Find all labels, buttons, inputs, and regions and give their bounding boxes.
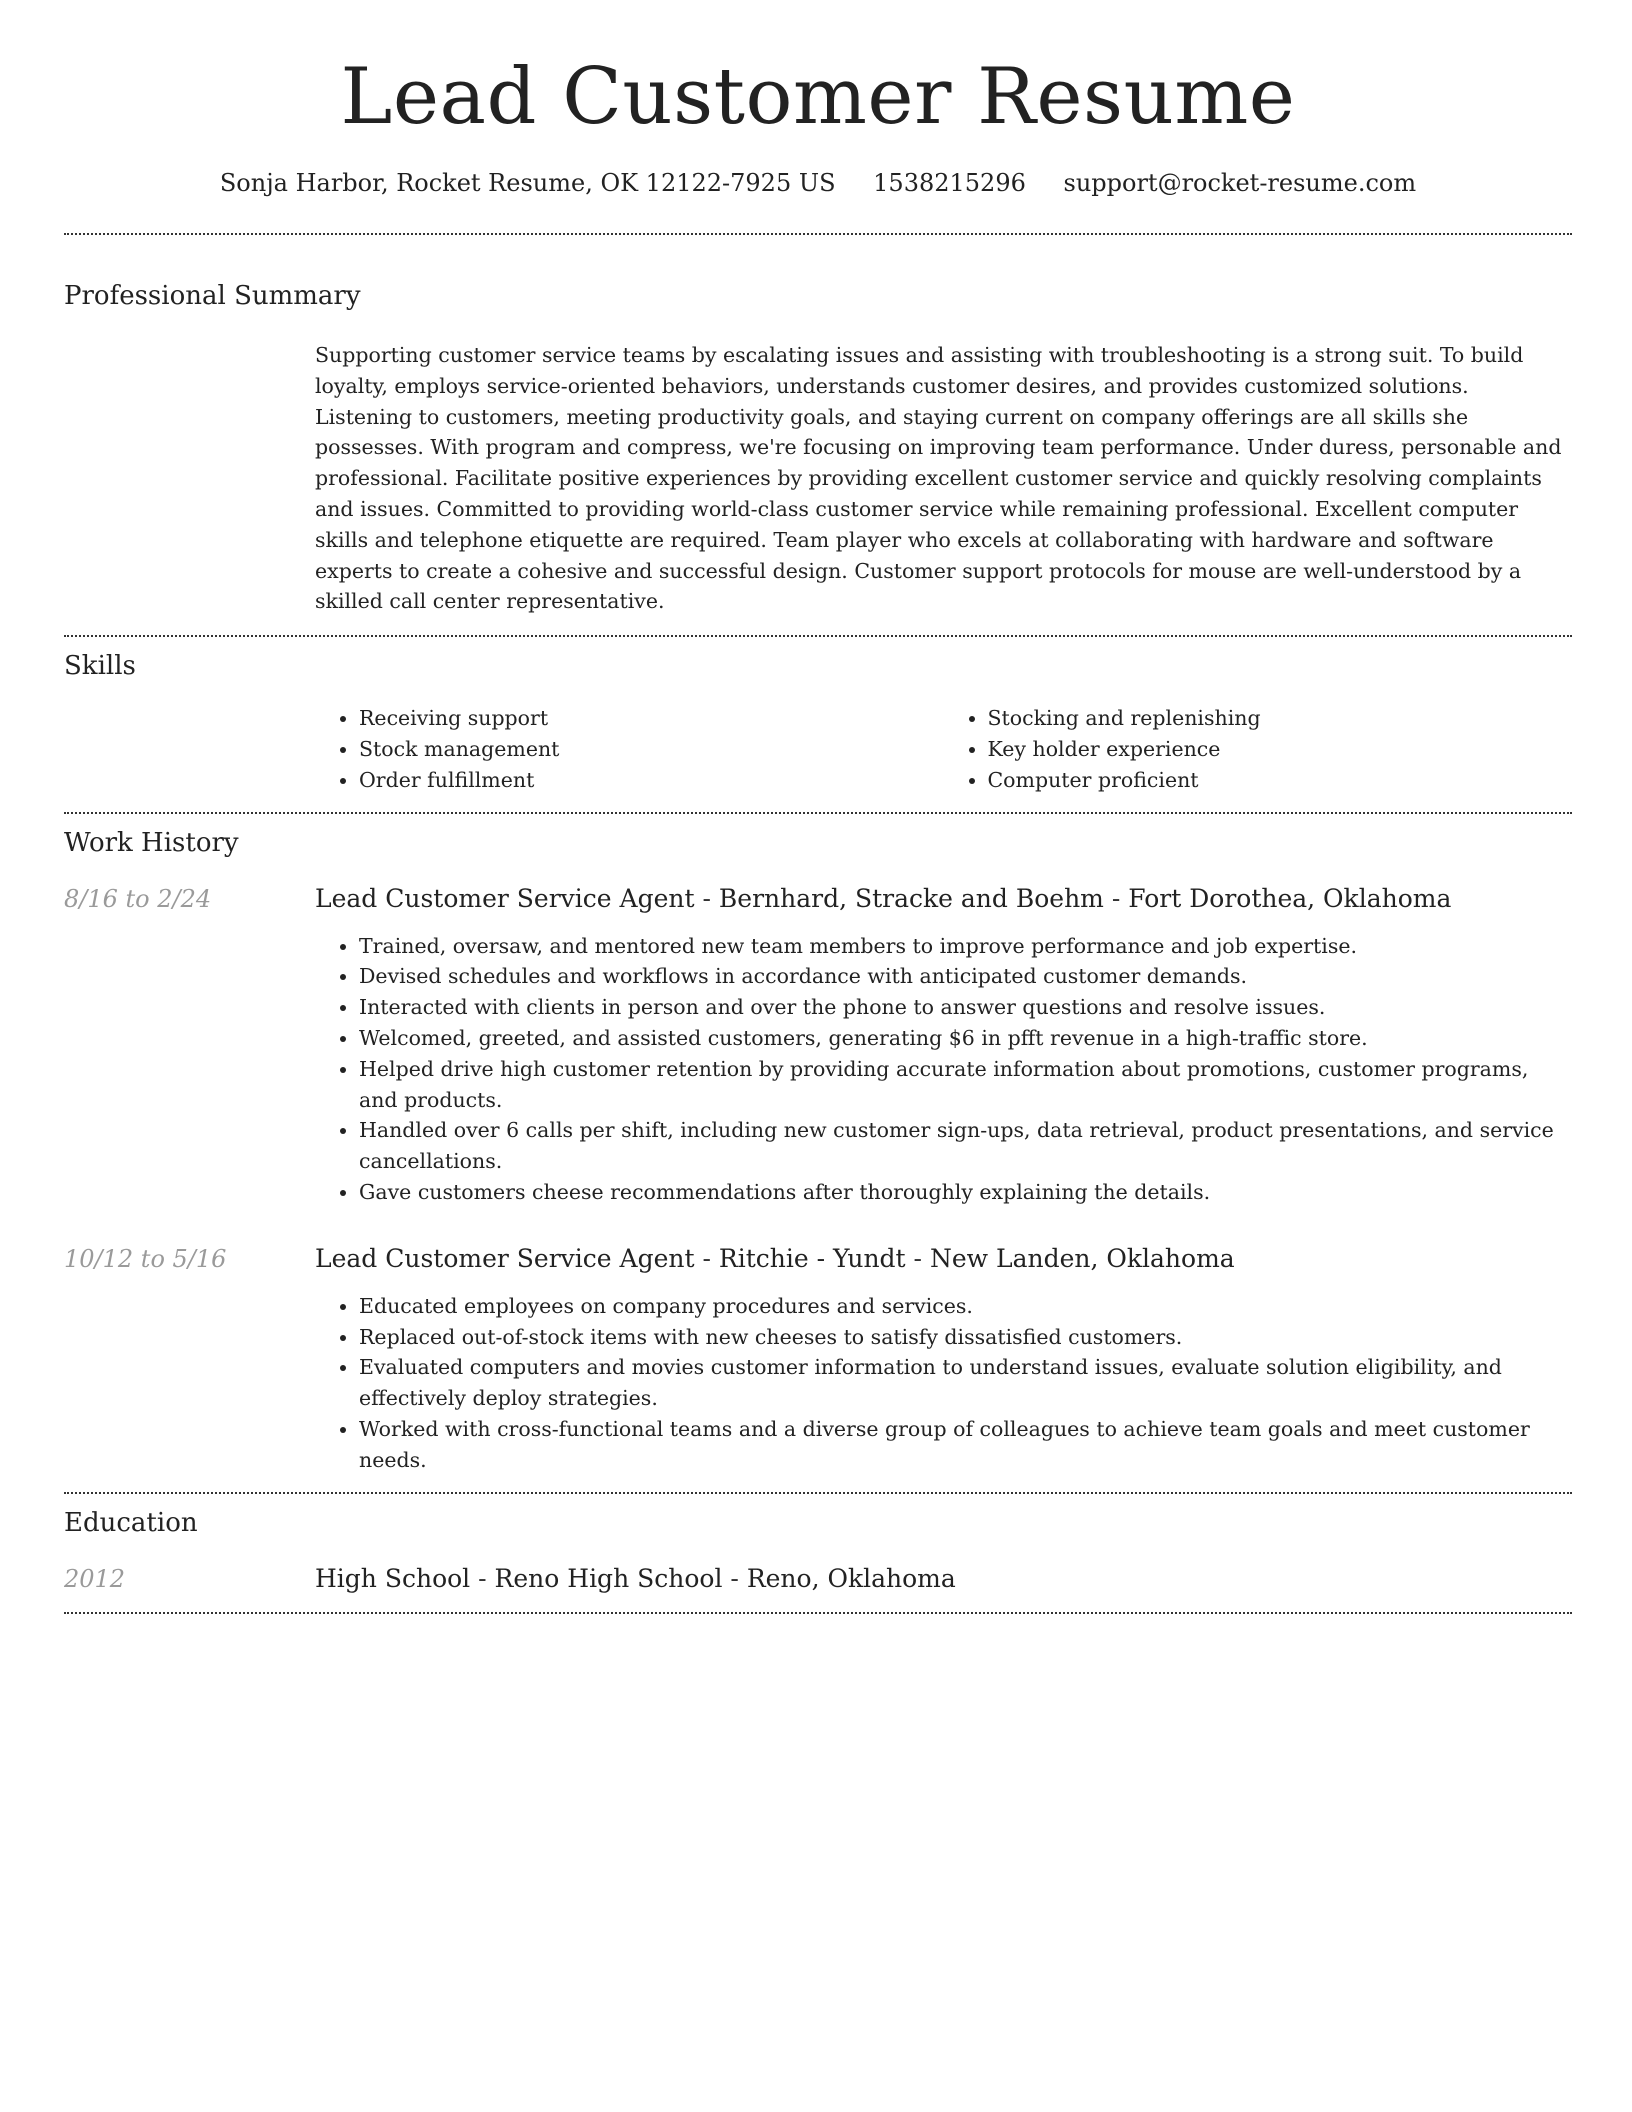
separator: - [702,1243,711,1273]
job-bullet: • Gave customers cheese recommendations after thoroughly explaining the details. [359,1177,1572,1208]
divider [64,233,1572,235]
job-company: Ritchie - Yundt [718,1243,906,1273]
job-bullet: • Worked with cross-functional teams and a diverse group of colleagues to achieve team goals and meet customer needs. [359,1414,1572,1476]
education-year: 2012 [64,1564,126,1593]
address: Sonja Harbor, Rocket Resume, OK 12122-7925 US [219,169,836,197]
education-heading [315,1564,1572,1594]
skill-item: • Key holder experience [988,734,1573,765]
job-heading [315,1244,1572,1274]
job-company: Bernhard, Stracke and Boehm [718,883,1104,913]
skill-item: • Receiving support [359,703,944,734]
job-bullet: • Evaluated computers and movies customer information to understand issues, evaluate solution eligibility, and effectively deploy strategies. [359,1352,1572,1414]
separator: - [730,1563,739,1593]
skills-row [64,703,1572,795]
education-degree: High School [315,1563,471,1593]
separator: - [702,883,711,913]
divider [64,1492,1572,1494]
summary-row [64,340,1572,617]
section-title-skills: Skills [64,651,136,682]
summary-text: Supporting customer service teams by escalating issues and assisting with troubleshooting is a strong suit. To build loyalty, employs service-oriented behaviors, understands customer desires, and provides customized solutions. Listening to customers, meeting productivity goals, and staying current on company offerings are all skills she possesses. With program and compress, we're focusing on improving team performance. Under duress, personable and professional. Facilitate positive experiences by providing excellent customer service and quickly resolving complaints and issues. Committed to providing world-class customer service while remaining professional. Excellent computer skills and telephone etiquette are required. Team player who excels at collaborating with hardware and software experts to create a cohesive and successful design. Customer support protocols for mouse are well-understood by a skilled call center representative. [315,343,1562,614]
job-bullet: • Interacted with clients in person and over the phone to answer questions and resolve issues. [359,992,1572,1023]
skill-item: • Stocking and replenishing [988,703,1573,734]
job-location: New Landen, Oklahoma [929,1243,1235,1273]
divider [64,812,1572,814]
skills-list-right [944,703,1573,795]
job-position: Lead Customer Service Agent [315,1243,695,1273]
skill-item: • Computer proficient [988,765,1573,796]
job-bullet: • Devised schedules and workflows in accordance with anticipated customer demands. [359,961,1572,992]
job-bullet: • Educated employees on company procedures and services. [359,1291,1572,1322]
section-title-summary: Professional Summary [64,281,361,311]
skills-list-left [315,703,944,795]
section-title-education: Education [64,1507,198,1538]
education-location: Reno, Oklahoma [746,1563,956,1593]
job-bullet: • Helped drive high customer retention by providing accurate information about promotions, customer programs, and products. [359,1054,1572,1116]
job-position: Lead Customer Service Agent [315,883,695,913]
education-entry [64,1564,1572,1594]
divider [64,635,1572,637]
job-bullets [315,931,1572,1208]
resume-page [64,0,1572,1614]
job-entry [64,884,1572,1208]
section-title-work: Work History [64,827,239,858]
email[interactable]: support@rocket-resume.com [1063,169,1417,197]
job-entry [64,1244,1572,1476]
phone: 1538215296 [873,169,1026,197]
separator: - [913,1243,922,1273]
job-location: Fort Dorothea, Oklahoma [1128,883,1452,913]
job-bullets [315,1291,1572,1476]
job-dates: 10/12 to 5/16 [64,1244,227,1273]
separator: - [478,1563,487,1593]
job-bullet: • Welcomed, greeted, and assisted customers, generating $6 in pfft revenue in a high-traffic store. [359,1023,1572,1054]
contact-line [64,168,1572,198]
education-school: Reno High School [494,1563,723,1593]
job-heading [315,884,1572,914]
skill-item: • Stock management [359,734,944,765]
job-dates: 8/16 to 2/24 [64,884,212,913]
skill-item: • Order fulfillment [359,765,944,796]
job-bullet: • Trained, oversaw, and mentored new team members to improve performance and job expertise. [359,931,1572,962]
divider [64,1612,1572,1614]
resume-title: Lead Customer Resume [340,52,1296,142]
job-bullet: • Replaced out-of-stock items with new cheeses to satisfy dissatisfied customers. [359,1322,1572,1353]
job-bullet: • Handled over 6 calls per shift, including new customer sign-ups, data retrieval, product presentations, and service cancellations. [359,1115,1572,1177]
separator: - [1111,883,1121,913]
